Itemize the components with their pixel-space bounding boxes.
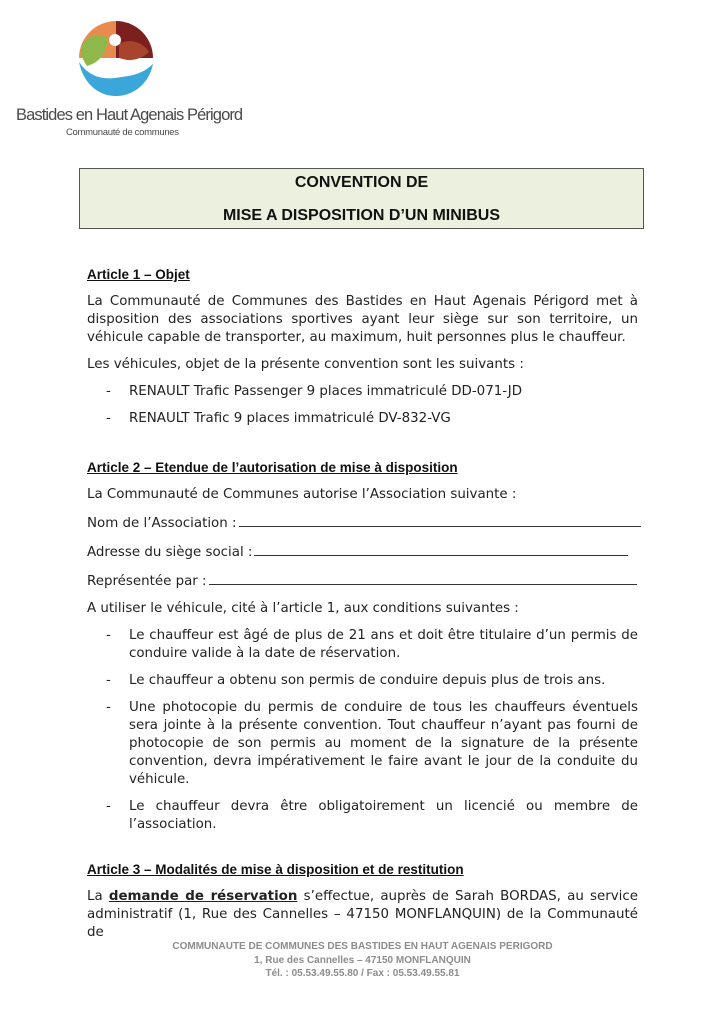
list-item (87, 410, 638, 428)
article3-paragraph (87, 888, 638, 942)
list-dash: - (106, 673, 111, 688)
conditions-intro: A utiliser le véhicule, cité à l’article 1, aux conditions suivantes : (87, 601, 519, 616)
vehicle-list (87, 383, 638, 428)
reservation-request-emphasis: demande de réservation (108, 889, 298, 904)
article3-text-start: La (87, 889, 109, 904)
footer-address: 1, Rue des Cannelles – 47150 MONFLANQUIN (254, 954, 471, 966)
list-item (87, 627, 638, 663)
vehicle-item: RENAULT Trafic 9 places immatriculé DV-832-VG (129, 411, 451, 426)
association-name-field (87, 513, 638, 533)
footer-contact: Tél. : 05.53.49.55.80 / Fax : 05.53.49.55.81 (265, 968, 460, 979)
condition-item: Une photocopie du permis de conduire de tous les chauffeurs éventuels sera jointe à la présente convention. Tout chauffeur n’ayant pas fourni de photocopie de son permis au moment de la signature de la présente convention, devra impérativement le faire avant le jour de la conduite du véhicule. (129, 700, 638, 787)
page-footer (0, 940, 725, 981)
representative-label: Représentée par : (87, 574, 207, 589)
document-body (87, 266, 638, 951)
list-item (87, 798, 638, 834)
article2-heading: Article 2 – Etendue de l’autorisation de mise à disposition (87, 460, 458, 475)
condition-item: Le chauffeur devra être obligatoirement un licencié ou membre de l’association. (129, 799, 638, 832)
article1-paragraph: La Communauté de Communes des Bastides en Haut Agenais Périgord met à disposition des associations sportives ayant leur siège sur son territoire, un véhicule capable de transporter, au maximum, huit personnes plus le chauffeur. (87, 294, 638, 345)
article2-intro: La Communauté de Communes autorise l’Association suivante : (87, 487, 517, 502)
address-label: Adresse du siège social : (87, 545, 253, 560)
organization-subtitle: Communauté de communes (66, 127, 179, 138)
representative-blank (209, 571, 637, 585)
list-dash: - (106, 799, 111, 814)
conditions-list (87, 627, 638, 834)
address-blank (254, 542, 628, 556)
list-dash: - (106, 384, 111, 399)
list-dash: - (106, 628, 111, 643)
association-name-blank (239, 513, 641, 527)
organization-logo (75, 18, 157, 98)
condition-item: Le chauffeur a obtenu son permis de conduire depuis plus de trois ans. (129, 673, 606, 688)
article1-heading: Article 1 – Objet (87, 267, 190, 282)
footer-org-name: COMMUNAUTE DE COMMUNES DES BASTIDES EN HAUT AGENAIS PERIGORD (172, 941, 553, 952)
list-item (87, 383, 638, 401)
list-item (87, 672, 638, 690)
article3-text-rest: s’effectue, auprès de Sarah BORDAS, au service administratif (1, Rue des Cannelles – 47150 MONFLANQUIN) de la Communauté de (87, 889, 638, 940)
association-name-label: Nom de l’Association : (87, 516, 237, 531)
document-title-line1: CONVENTION DE (294, 174, 429, 191)
document-title-line2: MISE A DISPOSITION D’UN MINIBUS (222, 207, 501, 224)
document-title-box (79, 168, 644, 229)
article3-heading: Article 3 – Modalités de mise à disposition et de restitution (87, 862, 464, 877)
representative-field (87, 571, 638, 591)
list-dash: - (106, 700, 111, 715)
address-field (87, 542, 638, 562)
list-dash: - (106, 411, 111, 426)
list-item (87, 699, 638, 789)
condition-item: Le chauffeur est âgé de plus de 21 ans et doit être titulaire d’un permis de conduire valide à la date de réservation. (129, 628, 638, 661)
article1-vehicles-intro: Les véhicules, objet de la présente convention sont les suivants : (87, 357, 524, 372)
vehicle-item: RENAULT Trafic Passenger 9 places immatriculé DD-071-JD (129, 384, 523, 399)
organization-name: Bastides en Haut Agenais Périgord (16, 106, 243, 124)
